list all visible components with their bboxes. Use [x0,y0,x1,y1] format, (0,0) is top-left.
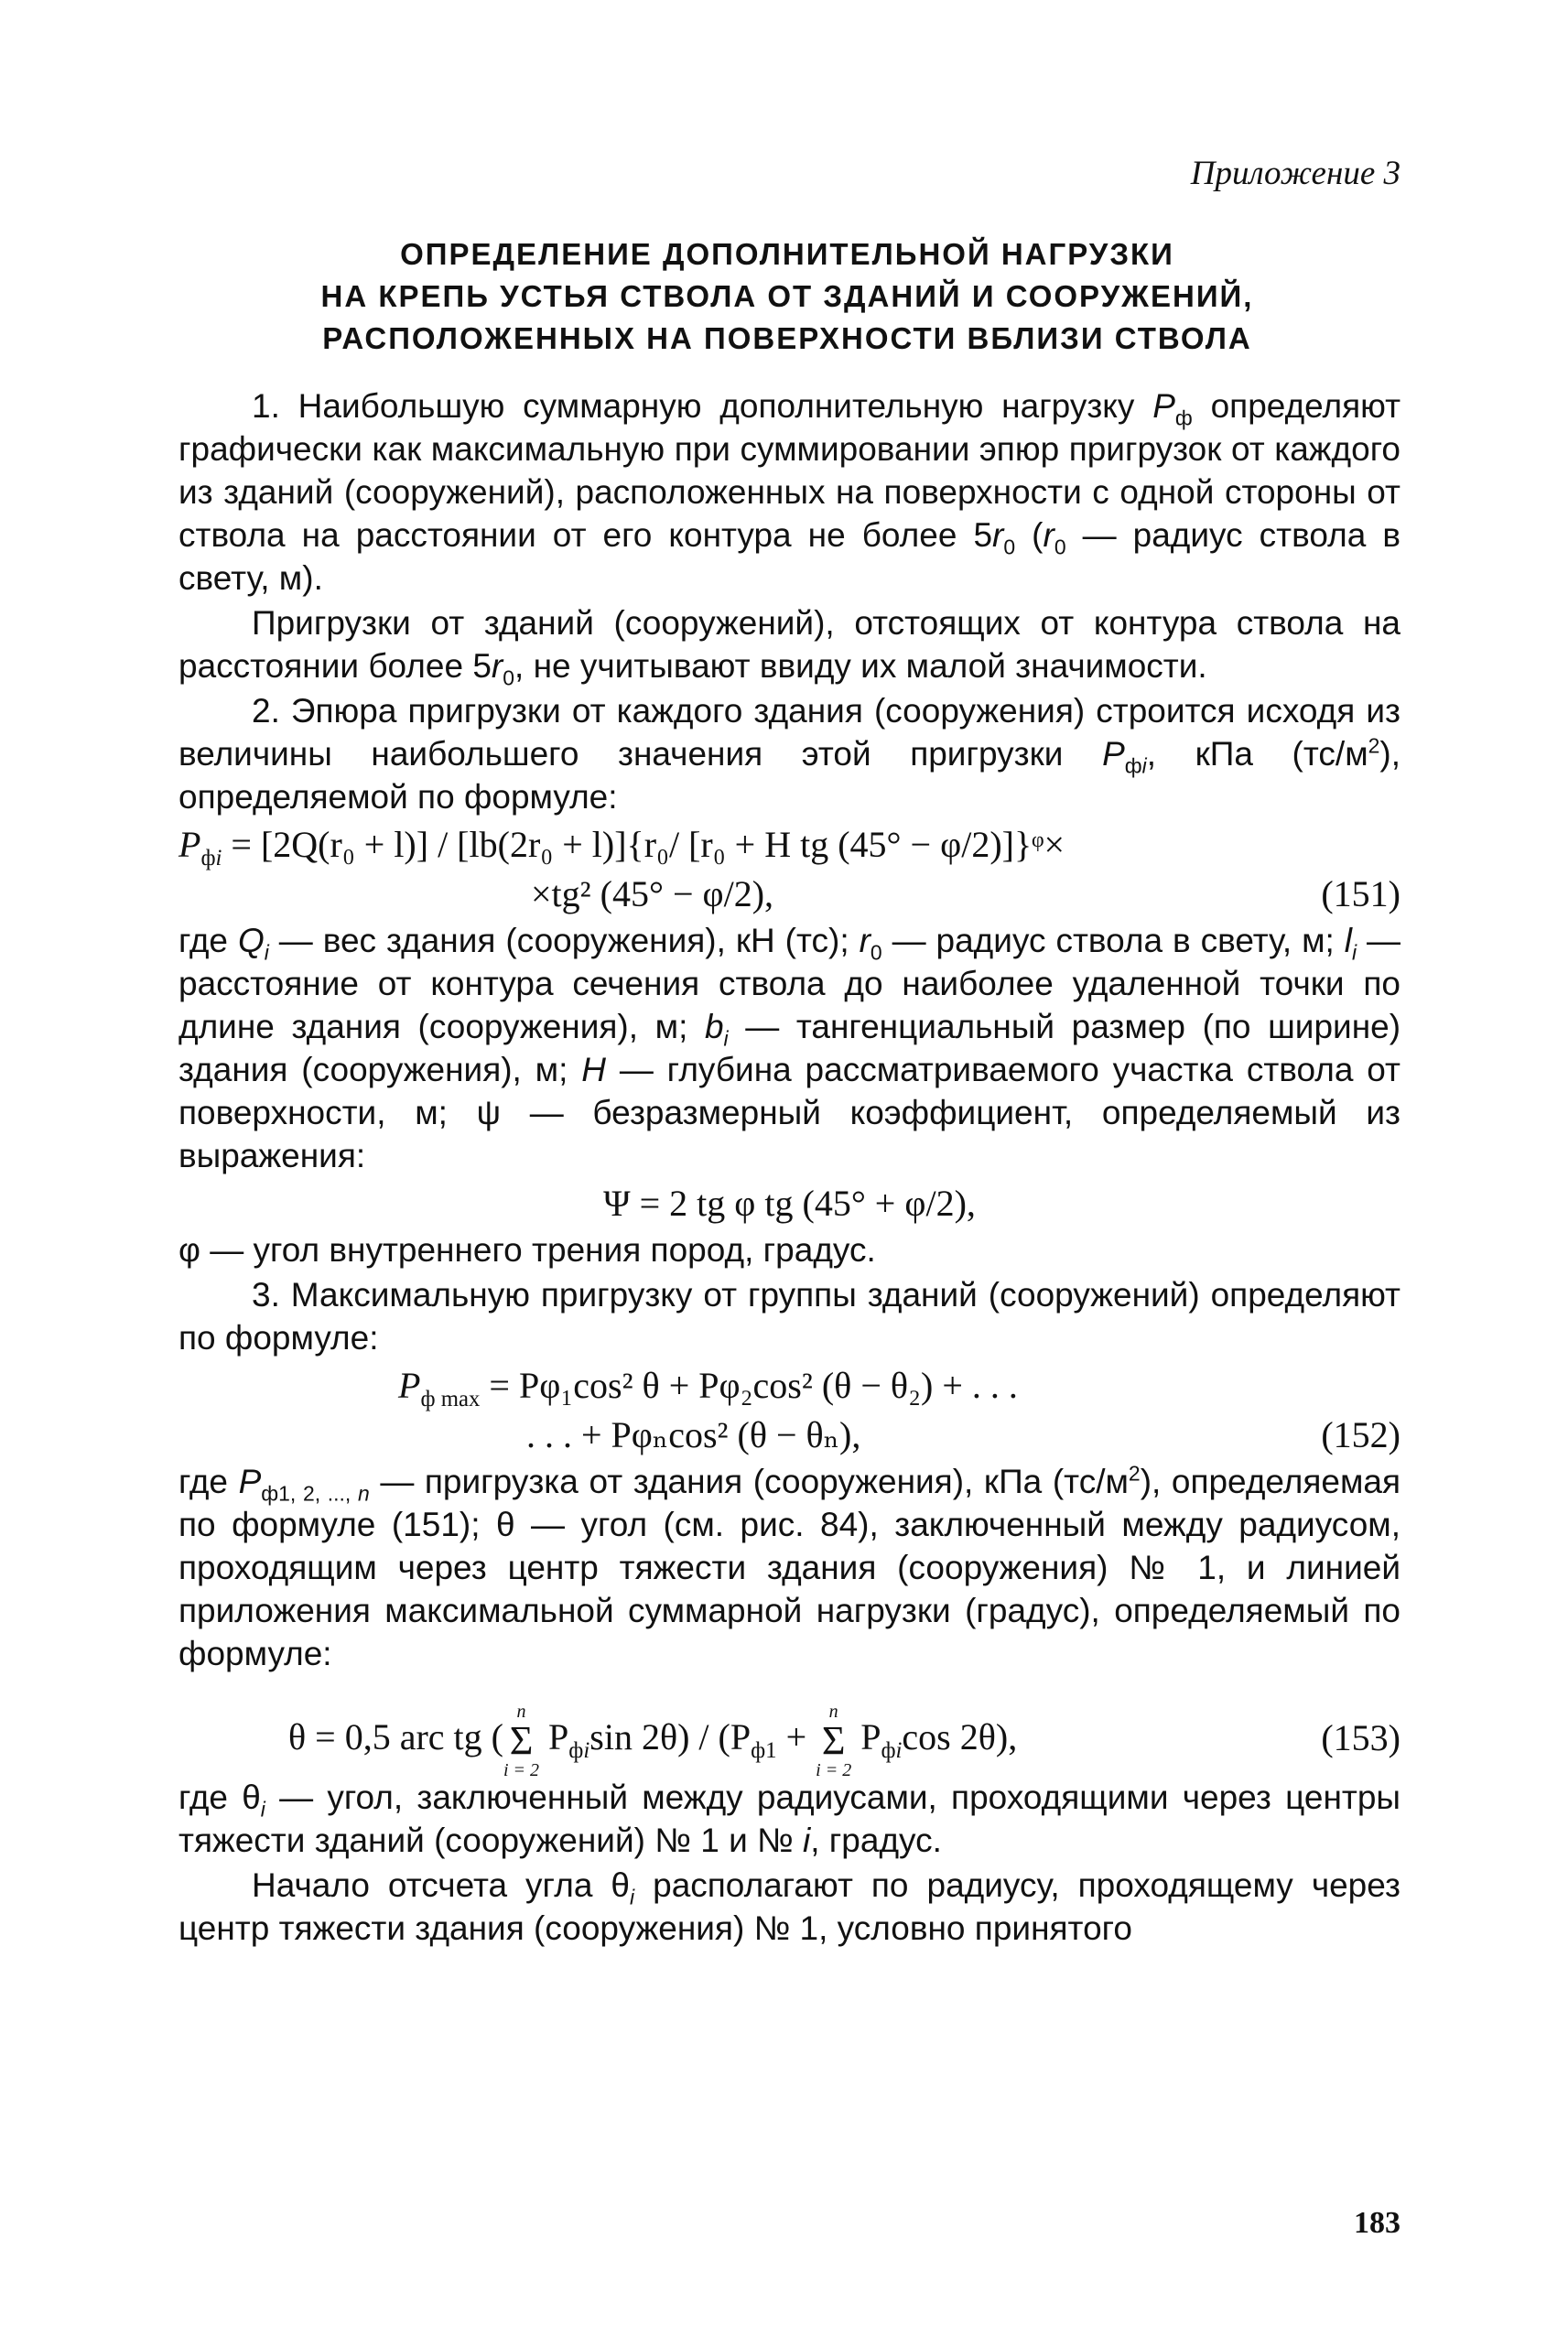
formula-152-line-1: $P_{ф max} = P\varphi_1\cos^2$ θ + Pφ₂cos² (θ − θ₂) + . . . [398,1365,1018,1411]
formula-152 [178,1361,1400,1460]
formula-151 [178,820,1400,919]
title-line-3: РАСПОЛОЖЕННЫХ НА ПОВЕРХНОСТИ ВБЛИЗИ СТВОЛА [322,321,1252,355]
paragraph-2: Пригрузки от зданий (сооружений), отстоящих от контура ствола на расстоянии более $5r_0$, не учитывают ввиду их малой значимости. [178,604,1400,690]
paragraph-6: 3. Максимальную пригрузку от группы зданий (сооружений) определяют по формуле: [178,1276,1400,1357]
appendix-label: Приложение 3 [1190,155,1400,192]
formula-153-number: (153) [1321,1717,1400,1758]
paragraph-3: 2. Эпюра пригрузки от каждого здания (сооружения) строится исходя из величины наибольшего значения этой пригрузки $P_{фi}$, кПа $(тс/м^2)$, определяемой по формуле: [178,692,1401,816]
paragraph-7: где $P_{ф1, 2, ..., n}$ — пригрузка от здания (сооружения), кПа $(тс/м^2)$, определяемая по формуле (151); θ — угол (см. рис. 84), заключенный между радиусом, проходящим через центр тяжести здания (сооружения) № 1, и линией приложения максимальной суммарной нагрузки (градус), определяемый по формуле: [178,1461,1401,1672]
page-number: 183 [1354,2206,1400,2240]
formula-151-number: (151) [1321,873,1400,914]
formula-152-number: (152) [1321,1414,1400,1455]
title-line-2: НА КРЕПЬ УСТЬЯ СТВОЛА ОТ ЗДАНИЙ И СООРУЖЕНИЙ, [320,279,1254,313]
body-text [178,384,1400,1952]
formula-153-body: θ = 0,5 arc tg ( n Σ i = 2 $P_{фi}\sin$ $2\theta) / (P_{ф1}$ + n Σ i = 2 $P_{фi}\cos$ 2θ), [288,1702,1018,1780]
formula-153 [178,1702,1400,1780]
paragraph-1: 1. Наибольшую суммарную дополнительную нагрузку $P_ф$ определяют графически как максимальную при суммировании эпюр пригрузок от каждого из зданий (сооружений), расположенных на поверхности с одной стороны от ствола на расстоянии от его контура не более $5r_0$ ($r_0$ — радиус ствола в свету, м). [178,387,1401,597]
sum-symbol-1: n Σ i = 2 [503,1702,540,1780]
paragraph-5: φ — угол внутреннего трения пород, градус. [178,1231,876,1269]
formula-psi: Ψ = 2 tg φ tg (45° + φ/2), [603,1183,976,1224]
section-title [174,233,1400,360]
paragraph-4: где $Q_i$ — вес здания (сооружения), кН (тс); $r_0$ — радиус ствола в свету, м; $l_i$ — расстояние от контура сечения ствола до наиболее удаленной точки по длине здания (сооружения), м; $b_i$ — тангенциальный размер (по ширине) здания (сооружения), м; H — глубина рассматриваемого участка ствола от поверхности, м; ψ — безразмерный коэффициент, определяемый из выражения: [178,922,1401,1174]
title-line-1: ОПРЕДЕЛЕНИЕ ДОПОЛНИТЕЛЬНОЙ НАГРУЗКИ [400,237,1174,271]
sum-symbol-2: n Σ i = 2 [816,1702,852,1780]
formula-152-line-2: . . . + Pφₙcos² (θ − θₙ), [526,1414,861,1455]
formula-151-line-2: ×tg² (45° − φ/2), [531,873,774,914]
paragraph-8: где $\theta_i$ — угол, заключенный между радиусами, проходящими через центры тяжести зданий (сооружений) № 1 и № i, градус. [178,1779,1401,1859]
paragraph-9: Начало отсчета угла $\theta_i$ располагают по радиусу, проходящему через центр тяжести здания (сооружения) № 1, условно принятого [178,1866,1400,1947]
formula-151-line-1: $P_{фi} = [2Q(r_0 + l)] / [lb(2r_0 + l)]\{r_0/$ [r₀ + H tg (45° − φ/2)]}ᵠ× [178,824,1065,871]
